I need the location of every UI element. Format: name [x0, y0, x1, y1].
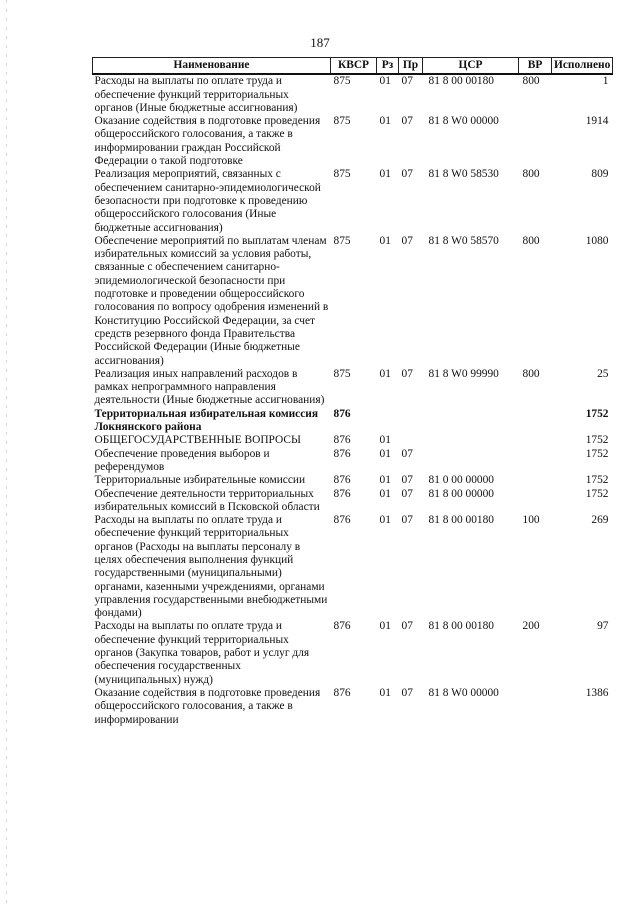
cell-csr: 81 8 W0 00000 — [428, 115, 499, 128]
table-row — [93, 235, 613, 368]
header-csr: ЦСР — [423, 58, 519, 75]
cell-pr: 07 — [401, 367, 413, 380]
cell-isp: 1752 — [585, 407, 609, 420]
table-row — [93, 115, 613, 168]
cell-name: Обеспечение мероприятий по выплатам членам избирательных комиссий за условия работы, связанные с обеспечением санитарно-эпидемиологической безопасности при подготовке и проведении общероссийского голосования по вопросу одобрения изменений в Конституцию Российской Федерации, за счет средств резервного фонда Правительства Российской Федерации (Иные бюджетные ассигнования) — [94, 234, 329, 367]
table-row — [93, 448, 613, 475]
cell-isp: 809 — [591, 168, 609, 181]
header-rz: Рз — [377, 58, 399, 75]
cell-rz: 01 — [379, 168, 391, 181]
cell-vr — [519, 474, 552, 487]
cell-pr: 07 — [401, 514, 413, 527]
cell-rz: 01 — [379, 620, 391, 633]
cell-rz: 01 — [379, 115, 391, 128]
cell-rz: 01 — [379, 75, 391, 88]
cell-rz: 01 — [379, 514, 391, 527]
cell-name: Территориальные избирательные комиссии — [94, 474, 306, 487]
cell-isp: 1080 — [585, 234, 609, 247]
cell-isp: 25 — [597, 367, 609, 380]
cell-name: Расходы на выплаты по оплате труда и обеспечение функций территориальных органов (Закупка товаров, работ и услуг для обеспечения государственных (муниципальных) нужд) — [94, 620, 310, 686]
cell-kvsr: 876 — [333, 407, 351, 420]
cell-isp: 1 — [602, 75, 609, 88]
cell-name: Оказание содействия в подготовке проведения общероссийского голосования, а также в информировании граждан Российской Федерации о такой подготовке — [94, 115, 321, 168]
table-row — [93, 514, 613, 620]
header-vr: ВР — [519, 58, 552, 75]
cell-rz: 01 — [379, 447, 391, 460]
header-kvsr: КВСР — [331, 58, 377, 75]
cell-kvsr: 875 — [333, 75, 351, 88]
cell-kvsr: 876 — [333, 434, 351, 447]
cell-rz: 01 — [379, 487, 391, 500]
cell-vr: 800 — [522, 234, 540, 247]
cell-csr: 81 8 W0 58530 — [428, 168, 499, 181]
cell-rz: 01 — [379, 434, 391, 447]
cell-name: Обеспечение проведения выборов и референдумов — [94, 447, 270, 473]
table-row — [93, 168, 613, 234]
cell-isp: 1752 — [585, 487, 609, 500]
table-row — [93, 488, 613, 515]
cell-kvsr: 875 — [333, 168, 351, 181]
cell-kvsr: 875 — [333, 234, 351, 247]
cell-pr: 07 — [401, 487, 413, 500]
cell-kvsr: 876 — [333, 514, 351, 527]
cell-kvsr: 875 — [333, 115, 351, 128]
cell-name: Расходы на выплаты по оплате труда и обеспечение функций территориальных органов (Иные бюджетные ассигнования) — [94, 75, 298, 114]
cell-rz: 01 — [379, 686, 391, 699]
cell-isp: 269 — [591, 514, 609, 527]
cell-csr: 81 8 00 00180 — [428, 620, 494, 633]
cell-isp: 1752 — [585, 447, 609, 460]
table-row — [93, 620, 613, 686]
cell-isp: 1752 — [585, 474, 609, 487]
cell-pr: 07 — [401, 75, 413, 88]
table-header — [93, 58, 613, 75]
cell-vr — [519, 687, 552, 727]
cell-name: Реализация мероприятий, связанных с обеспечением санитарно-эпидемиологической безопасности при подготовке к проведению общероссийского голосования (Иные бюджетные ассигнования) — [94, 168, 321, 234]
table-row — [93, 474, 613, 487]
cell-pr: 07 — [401, 234, 413, 247]
cell-rz: 01 — [379, 234, 391, 247]
cell-rz: 01 — [379, 367, 391, 380]
cell-vr — [519, 448, 552, 475]
table-body — [93, 74, 613, 727]
cell-kvsr: 876 — [333, 474, 351, 487]
cell-pr: 07 — [401, 686, 413, 699]
scan-edge-artifact — [6, 0, 7, 905]
cell-pr: 07 — [401, 115, 413, 128]
cell-csr: 81 8 00 00180 — [428, 75, 494, 88]
table-row — [93, 368, 613, 408]
cell-vr: 100 — [522, 514, 540, 527]
budget-table-container — [92, 57, 612, 727]
table-row — [93, 74, 613, 115]
cell-vr — [519, 115, 552, 168]
cell-pr: 07 — [401, 620, 413, 633]
cell-vr — [519, 434, 552, 447]
cell-pr — [399, 434, 423, 447]
cell-name: Расходы на выплаты по оплате труда и обеспечение функций территориальных органов (Расходы на выплаты персоналу в целях обеспечения выполнения функций государственными (муниципальными) органами, казенными учреждениями, органами управления государственными внебюджетными фондами) — [94, 514, 328, 620]
cell-kvsr: 876 — [333, 620, 351, 633]
cell-isp: 1752 — [585, 434, 609, 447]
cell-rz — [377, 408, 399, 435]
cell-pr: 07 — [401, 168, 413, 181]
cell-csr — [423, 448, 519, 475]
cell-csr: 81 8 W0 99990 — [428, 367, 499, 380]
cell-csr: 81 8 00 00180 — [428, 514, 494, 527]
cell-csr: 81 8 W0 00000 — [428, 686, 499, 699]
cell-kvsr: 875 — [333, 367, 351, 380]
cell-name: Реализация иных направлений расходов в рамках непрограммного направления деятельности (Иные бюджетные ассигнования) — [94, 367, 325, 407]
cell-isp: 97 — [597, 620, 609, 633]
cell-kvsr: 876 — [333, 447, 351, 460]
cell-csr — [423, 434, 519, 447]
cell-csr — [423, 408, 519, 435]
cell-name: Оказание содействия в подготовке проведения общероссийского голосования, а также в информировании — [94, 686, 321, 726]
table-row — [93, 408, 613, 435]
cell-vr: 800 — [522, 367, 540, 380]
cell-csr: 81 0 00 00000 — [428, 474, 494, 487]
cell-name: ОБЩЕГОСУДАРСТВЕННЫЕ ВОПРОСЫ — [94, 434, 301, 447]
cell-vr: 800 — [522, 75, 540, 88]
cell-csr: 81 8 00 00000 — [428, 487, 494, 500]
cell-pr — [399, 408, 423, 435]
page-number: 187 — [310, 35, 330, 50]
cell-isp: 1914 — [585, 115, 609, 128]
table-row — [93, 434, 613, 447]
header-name: Наименование — [93, 58, 331, 75]
budget-table — [92, 57, 613, 727]
cell-pr: 07 — [401, 447, 413, 460]
cell-vr: 800 — [522, 168, 540, 181]
cell-pr: 07 — [401, 474, 413, 487]
cell-vr — [519, 488, 552, 515]
cell-kvsr: 876 — [333, 686, 351, 699]
header-pr: Пр — [399, 58, 423, 75]
cell-vr: 200 — [522, 620, 540, 633]
cell-rz: 01 — [379, 474, 391, 487]
table-row — [93, 687, 613, 727]
cell-kvsr: 876 — [333, 487, 351, 500]
header-isp: Исполнено — [552, 58, 613, 75]
cell-isp: 1386 — [585, 686, 609, 699]
cell-vr — [519, 408, 552, 435]
header-row — [93, 58, 613, 75]
cell-csr: 81 8 W0 58570 — [428, 234, 499, 247]
cell-name: Обеспечение деятельности территориальных избирательных комиссий в Псковской области — [94, 487, 320, 513]
cell-name: Территориальная избирательная комиссия Локнянского района — [94, 407, 318, 434]
